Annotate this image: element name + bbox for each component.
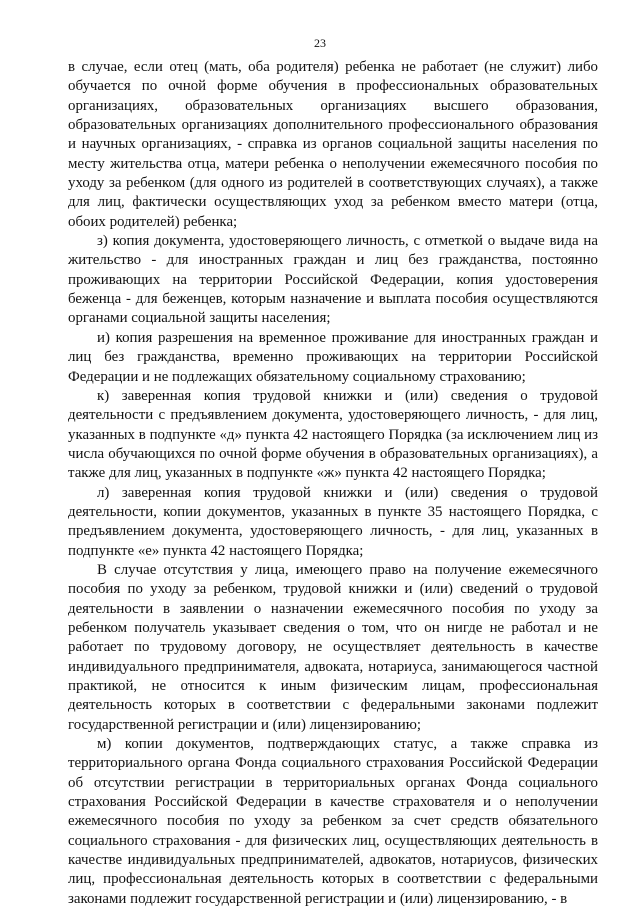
paragraph-item-i: и) копия разрешения на временное проживание для иностранных граждан и лиц без гражданства, временно проживающих на территории Российской Федерации и не подлежащих обязательному социальному страхованию; — [68, 329, 598, 385]
paragraph-item-l: л) заверенная копия трудовой книжки и (или) сведения о трудовой деятельности, копии документов, указанных в пункте 35 настоящего Порядка, с предъявлением документа, удостоверяющего личность, - для лиц, указанных в подпункте «е» пункта 42 настоящего Порядка; — [68, 484, 598, 559]
paragraph-item-m: м) копии документов, подтверждающих статус, а также справка из территориального органа Фонда социального страхования Российской Федерации об отсутствии регистрации в территориальных органах Фонда социального страхования Российской Федерации в качестве страхователя и о неполучении ежемесячного пособия по уходу за ребенком за счет средств обязательного социального страхования - для физических лиц, осуществляющих деятельность в качестве индивидуальных предпринимателей, адвокатов, нотариусов, физических лиц, профессиональная деятельность которых в соответствии с федеральными законами подлежит государственной регистрации и (или) лицензированию, - в — [68, 736, 598, 907]
paragraph-item-k: к) заверенная копия трудовой книжки и (или) сведения о трудовой деятельности с предъявлением документа, удостоверяющего личность, - для лиц, указанных в подпункте «д» пункта 42 настоящего Порядка (за исключением лиц из числа обучающихся по очной форме обучения в образовательных организациях), а также для лиц, указанных в подпункте «ж» пункта 42 настоящего Порядка; — [68, 387, 598, 482]
document-body — [68, 58, 598, 909]
paragraph-continuation: в случае, если отец (мать, оба родителя) ребенка не работает (не служит) либо обучается по очной форме обучения в профессиональных образовательных организациях, образовательных организациях высшего образования, образовательных организациях дополнительного профессионального образования и научных организациях, - справка из органов социальной защиты населения по месту жительства отца, матери ребенка о неполучении ежемесячного пособия по уходу за ребенком (для одного из родителей в соответствующих случаях), а также для лиц, фактически осуществляющих уход за ребенком вместо матери (отца, обоих родителей) ребенка; — [68, 59, 598, 230]
paragraph-absence-clause: В случае отсутствия у лица, имеющего право на получение ежемесячного пособия по уходу за ребенком, трудовой книжки и (или) сведений о трудовой деятельности в заявлении о назначении ежемесячного пособия по уходу за ребенком получатель указывает сведения о том, что он нигде не работал и не работает по трудовому договору, не осуществляет деятельность в качестве индивидуального предпринимателя, адвоката, нотариуса, занимающегося частной практикой, не относится к иным физическим лицам, профессиональная деятельность которых в соответствии с федеральными законами подлежит государственной регистрации и (или) лицензированию; — [68, 561, 598, 733]
paragraph-item-z: з) копия документа, удостоверяющего личность, с отметкой о выдаче вида на жительство - для иностранных граждан и лиц без гражданства, постоянно проживающих на территории Российской Федерации, копия удостоверения беженца - для беженцев, которым назначение и выплата пособия осуществляются органами социальной защиты населения; — [68, 233, 598, 327]
page-number: 23 — [314, 36, 326, 50]
